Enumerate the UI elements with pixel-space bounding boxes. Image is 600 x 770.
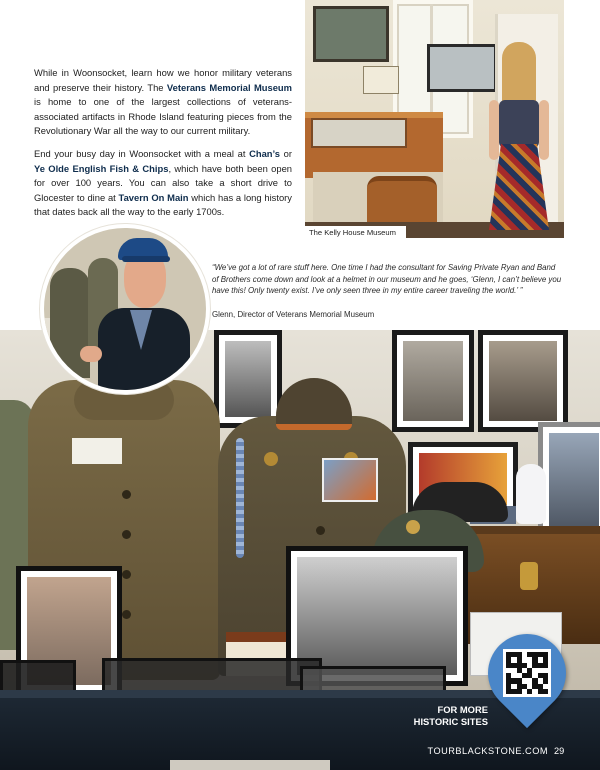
text-span: , which have both been open for over 100 years. You can also take a short drive to Glocester to dine at (34, 162, 292, 203)
visitor-figure (502, 42, 536, 108)
intro-article-text (34, 66, 292, 228)
framed-picture (427, 44, 497, 92)
museum-sign (363, 66, 399, 94)
quote-attribution: Glenn, Director of Veterans Memorial Museum (212, 310, 375, 319)
text-span: is home to one of the largest collections of veterans-associated artifacts in Rhode Island featuring pieces from the Revolutionary War all the way to our current military. (34, 96, 292, 137)
framed-portrait-sailor (392, 330, 474, 432)
woman-top (499, 100, 539, 148)
framed-portrait-sailor (478, 330, 568, 432)
arm-r (539, 100, 549, 160)
bottom-grey-box (170, 760, 330, 770)
disc (264, 452, 278, 466)
more-historic-sites-label[interactable] (398, 704, 488, 727)
page-number: 29 (554, 746, 565, 756)
arm-l (489, 100, 499, 160)
text-span: or (280, 147, 292, 159)
qr-code-icon[interactable] (503, 649, 551, 697)
framed-picture (313, 6, 389, 62)
kelly-house-museum-photo (305, 0, 564, 238)
tavern-on-main-name: Tavern On Main (118, 191, 189, 203)
pull-quote: “We’ve got a lot of rare stuff here. One time I had the consultant for Saving Private Ryan and Band of Brothers come down and look at a helmet in our museum and he goes, ‘Glenn, I can’t believe you have this! Only twenty exist. I’ve only seen three in my entire career traveling the world.’ ” (212, 263, 562, 296)
photo-pin (322, 458, 378, 502)
hand (80, 346, 102, 362)
glenn-portrait (40, 224, 210, 394)
paragraph-veterans-museum (34, 66, 292, 139)
paragraph-dining (34, 147, 292, 220)
figurine (516, 464, 546, 524)
case-glass (311, 118, 407, 148)
chans-restaurant-name: Chan’s (249, 147, 280, 159)
text-span: While in Woonsocket, learn how we honor military veterans and preserve their history. The (34, 67, 292, 93)
text-span: which has a long history that dates back all the way to the early 1700s. (34, 191, 292, 218)
cap-bill (122, 256, 170, 262)
tag (72, 438, 122, 464)
braided-cord (236, 438, 244, 558)
veterans-memorial-museum-name: Veterans Memorial Museum (166, 81, 292, 93)
fish-and-chips-restaurant-name: Ye Olde English Fish & Chips (34, 162, 169, 174)
cta-line-1: FOR MORE (437, 704, 488, 715)
photo-caption: The Kelly House Museum (305, 226, 406, 240)
text-span: End your busy day in Woonsocket with a meal at (34, 147, 250, 159)
framed-photo (214, 330, 282, 428)
bg-man1 (50, 268, 90, 378)
website-url[interactable]: TOURBLACKSTONE.COM (427, 746, 548, 756)
cta-line-2: HISTORIC SITES (413, 715, 488, 727)
